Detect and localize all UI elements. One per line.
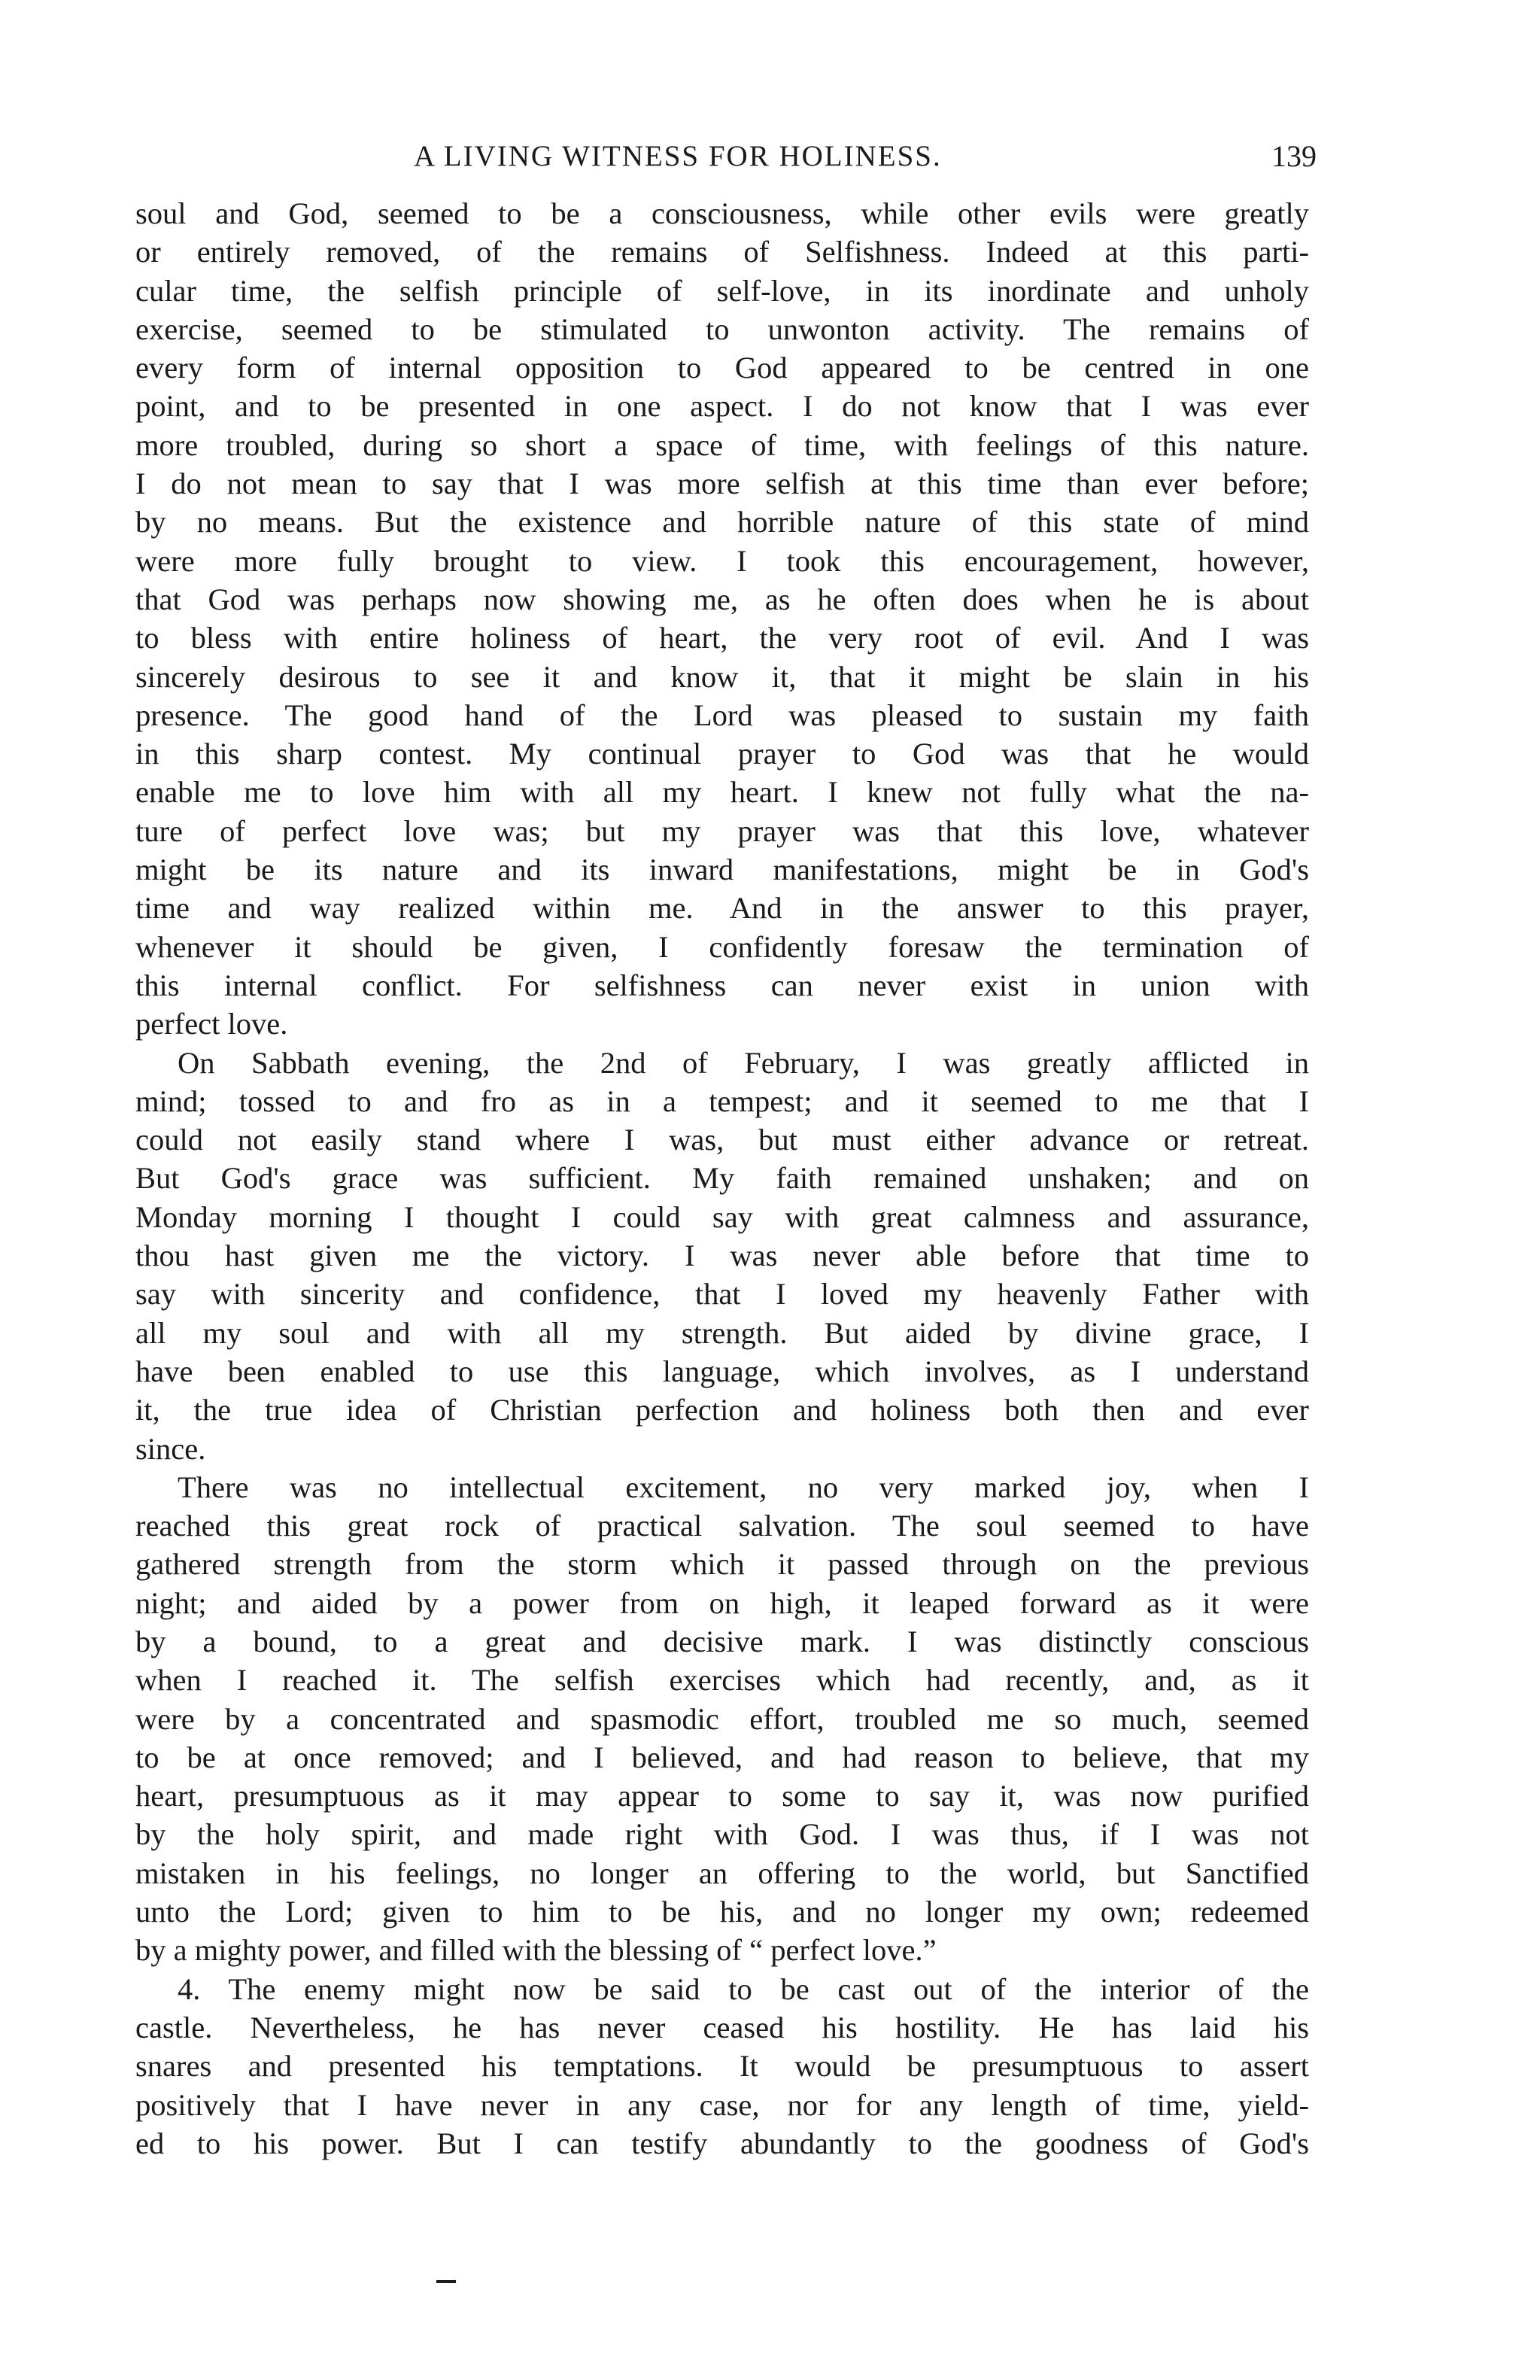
text-line: point, and to be presented in one aspect. I do not know that I was ever <box>135 389 1309 424</box>
text-line: mind; tossed to and fro as in a tempest; and it seemed to me that I <box>135 1084 1309 1118</box>
text-line: presence. The good hand of the Lord was pleased to sustain my faith <box>135 698 1309 732</box>
text-line: it, the true idea of Christian perfection and holiness both then and ever <box>135 1393 1309 1427</box>
text-line: by no means. But the existence and horrible nature of this state of mind <box>135 505 1309 540</box>
text-line: to be at once removed; and I believed, and had reason to believe, that my <box>135 1740 1309 1774</box>
text-line: could not easily stand where I was, but must either advance or retreat. <box>135 1123 1309 1157</box>
text-line: since. <box>135 1431 206 1466</box>
text-line: or entirely removed, of the remains of Selfishness. Indeed at this parti- <box>135 235 1309 269</box>
text-line: heart, presumptuous as it may appear to some to say it, was now purified <box>135 1779 1309 1813</box>
text-line: soul and God, seemed to be a consciousness, while other evils were greatly <box>135 196 1309 230</box>
text-line: unto the Lord; given to him to be his, and no longer my own; redeemed <box>135 1895 1309 1929</box>
text-line: by the holy spirit, and made right with God. I was thus, if I was not <box>135 1817 1309 1852</box>
text-line: perfect love. <box>135 1007 288 1041</box>
text-line: by a mighty power, and filled with the blessing of “ perfect love.” <box>135 1933 937 1968</box>
text-line: snares and presented his temptations. It would be presumptuous to assert <box>135 2049 1309 2084</box>
text-line: might be its nature and its inward manifestations, might be in God's <box>135 853 1309 887</box>
text-line: reached this great rock of practical salvation. The soul seemed to have <box>135 1509 1309 1543</box>
text-line: enable me to love him with all my heart. I knew not fully what the na- <box>135 775 1309 810</box>
text-line: every form of internal opposition to God appeared to be centred in one <box>135 351 1309 385</box>
text-line: There was no intellectual excitement, no very marked joy, when I <box>178 1470 1309 1504</box>
text-line: night; and aided by a power from on high, it leaped forward as it were <box>135 1585 1309 1620</box>
text-line: gathered strength from the storm which it passed through on the previous <box>135 1547 1309 1582</box>
body-text <box>135 194 1309 2163</box>
text-line: exercise, seemed to be stimulated to unwonton activity. The remains of <box>135 312 1309 346</box>
text-line: sincerely desirous to see it and know it, that it might be slain in his <box>135 659 1309 694</box>
text-line: But God's grace was sufficient. My faith remained unshaken; and on <box>135 1161 1309 1196</box>
text-line: whenever it should be given, I confidently foresaw the termination of <box>135 929 1309 964</box>
text-line: mistaken in his feelings, no longer an offering to the world, but Sanctified <box>135 1856 1309 1890</box>
text-line: time and way realized within me. And in the answer to this prayer, <box>135 891 1309 926</box>
text-line: 4. The enemy might now be said to be cast out of the interior of the <box>178 1971 1309 2006</box>
text-line: I do not mean to say that I was more selfish at this time than ever before; <box>135 467 1309 501</box>
text-line: Monday morning I thought I could say with great calmness and assurance, <box>135 1199 1309 1234</box>
text-line: On Sabbath evening, the 2nd of February, I was greatly afflicted in <box>178 1045 1309 1080</box>
text-line: were more fully brought to view. I took this encouragement, however, <box>135 543 1309 578</box>
running-title: A LIVING WITNESS FOR HOLINESS. <box>414 140 942 172</box>
text-line: say with sincerity and confidence, that I loved my heavenly Father with <box>135 1277 1309 1312</box>
running-head <box>135 134 1317 179</box>
text-line: that God was perhaps now showing me, as he often does when he is about <box>135 582 1309 616</box>
text-line: castle. Nevertheless, he has never ceased his hostility. He has laid his <box>135 2010 1309 2044</box>
text-line: ture of perfect love was; but my prayer was that this love, whatever <box>135 813 1309 848</box>
text-line: have been enabled to use this language, which involves, as I understand <box>135 1354 1309 1388</box>
text-line: were by a concentrated and spasmodic effort, troubled me so much, seemed <box>135 1701 1309 1736</box>
footer-dash <box>436 2280 456 2283</box>
text-line: thou hast given me the victory. I was never able before that time to <box>135 1239 1309 1273</box>
text-line: in this sharp contest. My continual prayer to God was that he would <box>135 737 1309 771</box>
text-line: positively that I have never in any case, nor for any length of time, yield- <box>135 2087 1309 2122</box>
text-line: ed to his power. But I can testify abundantly to the goodness of God's <box>135 2126 1309 2160</box>
text-line: more troubled, during so short a space of time, with feelings of this nature. <box>135 427 1309 462</box>
text-line: when I reached it. The selfish exercises which had recently, and, as it <box>135 1663 1309 1698</box>
text-line: this internal conflict. For selfishness can never exist in union with <box>135 968 1309 1002</box>
text-line: by a bound, to a great and decisive mark. I was distinctly conscious <box>135 1624 1309 1658</box>
text-line: all my soul and with all my strength. But aided by divine grace, I <box>135 1315 1309 1350</box>
text-line: to bless with entire holiness of heart, the very root of evil. And I was <box>135 621 1309 655</box>
text-line: cular time, the selfish principle of self-love, in its inordinate and unholy <box>135 273 1309 308</box>
page-number: 139 <box>1271 139 1317 173</box>
